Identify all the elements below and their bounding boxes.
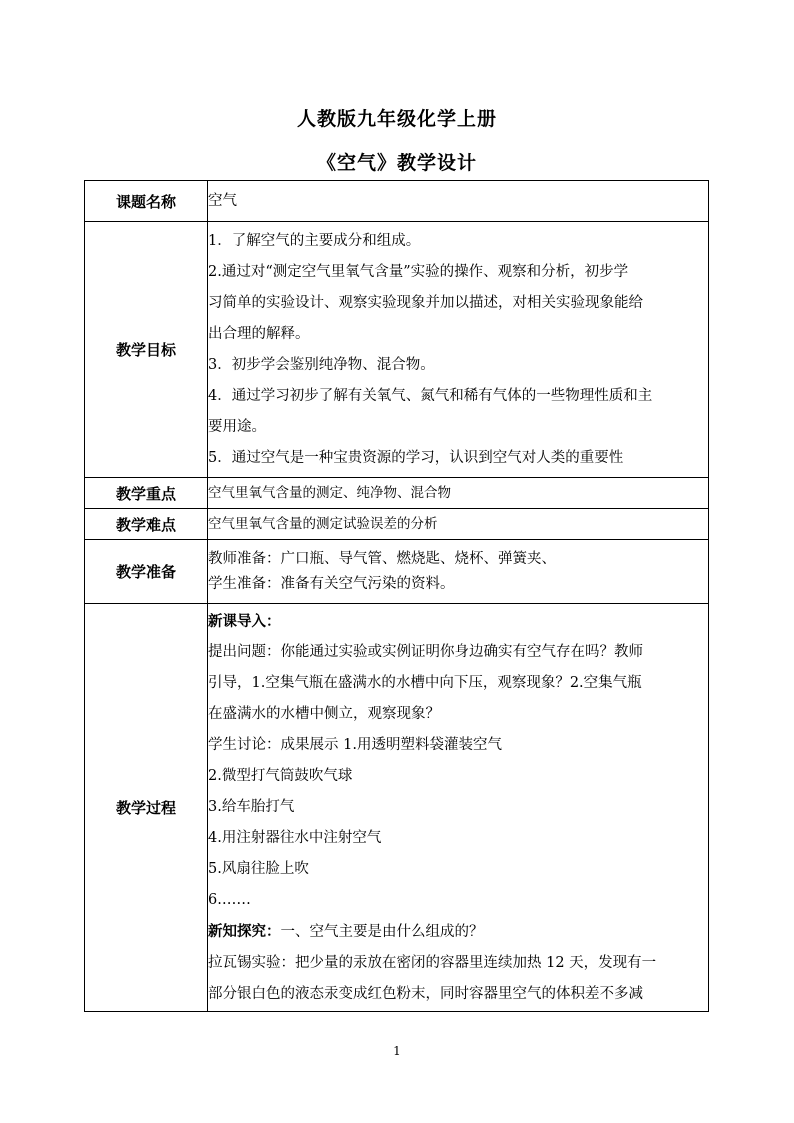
goal-line: 习简单的实验设计、观察实验现象并加以描述，对相关实验现象能给 — [208, 294, 643, 311]
explore-heading: 新知探究： — [208, 923, 281, 940]
row-process — [85, 604, 709, 1012]
value-preparation — [208, 540, 709, 604]
value-topic: 空气 — [208, 181, 709, 222]
document-title: 人教版九年级化学上册 — [296, 108, 497, 130]
label-difficulties: 教学难点 — [85, 509, 208, 540]
label-process: 教学过程 — [85, 604, 208, 1012]
value-difficulties: 空气里氧气含量的测定试验误差的分析 — [208, 509, 709, 540]
process-line: 在盛满水的水槽中侧立，观察现象？ — [208, 706, 440, 722]
process-tail-line: 拉瓦锡实验：把少量的汞放在密闭的容器里连续加热 12 天，发现有一 — [208, 955, 657, 971]
document-subtitle: 《空气》教学设计 — [316, 152, 477, 174]
goal-line: 5．通过空气是一种宝贵资源的学习，认识到空气对人类的重要性 — [208, 449, 624, 466]
prep-line: 教师准备：广口瓶、导气管、燃烧匙、烧杯、弹簧夹、 — [208, 550, 556, 567]
goal-line: 1．了解空气的主要成分和组成。 — [208, 232, 421, 249]
row-goals — [85, 222, 709, 478]
label-topic: 课题名称 — [85, 181, 208, 222]
row-difficulties — [85, 509, 709, 540]
process-line: 引导，1.空集气瓶在盛满水的水槽中向下压，观察现象？2.空集气瓶 — [208, 675, 642, 691]
explore-question: 一、空气主要是由什么组成的？ — [280, 924, 484, 940]
goal-line: 3．初步学会鉴别纯净物、混合物。 — [208, 356, 435, 373]
goal-line: 4．通过学习初步了解有关氧气、氮气和稀有气体的一些物理性质和主 — [208, 387, 653, 404]
row-topic — [85, 181, 709, 222]
value-goals — [208, 222, 709, 478]
goal-line: 要用途。 — [208, 418, 266, 435]
label-key-points: 教学重点 — [85, 478, 208, 509]
process-line: 6.…… — [208, 892, 251, 908]
row-preparation — [85, 540, 709, 604]
goal-line: 出合理的解释。 — [208, 325, 310, 342]
process-line: 3.给车胎打气 — [208, 799, 295, 815]
row-key-points — [85, 478, 709, 509]
value-process — [208, 604, 709, 1012]
process-line: 5.风扇往脸上吹 — [208, 861, 309, 877]
process-line: 2.微型打气筒鼓吹气球 — [208, 768, 353, 784]
intro-heading: 新课导入： — [208, 613, 281, 630]
page-number: 1 — [393, 1044, 401, 1058]
process-line: 4.用注射器往水中注射空气 — [208, 830, 382, 846]
label-preparation: 教学准备 — [85, 540, 208, 604]
prep-line: 学生准备：准备有关空气污染的资料。 — [208, 575, 455, 592]
process-line: 提出问题：你能通过实验或实例证明你身边确实有空气存在吗？教师 — [208, 644, 643, 660]
process-line: 学生讨论：成果展示 1.用透明塑料袋灌装空气 — [208, 737, 502, 753]
lesson-plan-table — [84, 180, 709, 1012]
explore-line — [208, 916, 708, 948]
value-key-points: 空气里氧气含量的测定、纯净物、混合物 — [208, 478, 709, 509]
goal-line: 2.通过对“测定空气里氧气含量”实验的操作、观察和分析，初步学 — [208, 263, 629, 280]
process-tail-line: 部分银白色的液态汞变成红色粉末，同时容器里空气的体积差不多减 — [208, 986, 643, 1002]
label-goals: 教学目标 — [85, 222, 208, 478]
